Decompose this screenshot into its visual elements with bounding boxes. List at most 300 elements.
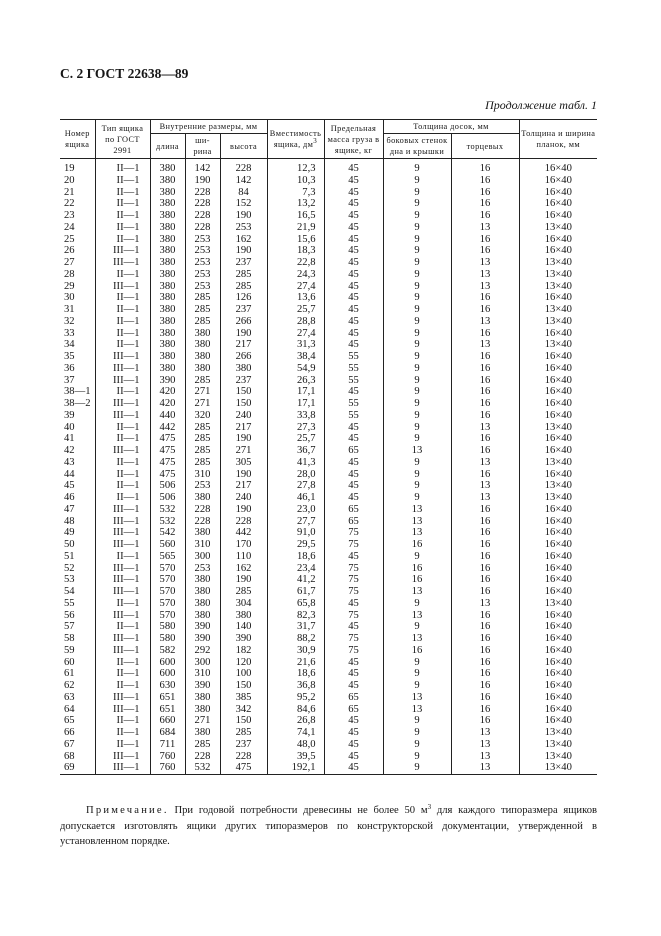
table-cell: 9: [383, 762, 451, 774]
table-cell: II—1: [95, 739, 150, 751]
table-cell: 28,8: [267, 316, 324, 328]
table-cell: 140: [220, 621, 267, 633]
table-cell: 253: [185, 563, 220, 575]
table-cell: 27,8: [267, 480, 324, 492]
table-cell: 16×40: [519, 375, 597, 387]
table-cell: 20: [60, 175, 95, 187]
table-cell: 16×40: [519, 198, 597, 210]
table-cell: 13: [451, 751, 519, 763]
table-cell: 285: [185, 375, 220, 387]
table-cell: II—1: [95, 175, 150, 187]
table-cell: 228: [185, 504, 220, 516]
table-cell: 271: [185, 398, 220, 410]
table-cell: 228: [185, 187, 220, 199]
table-cell: 26,3: [267, 375, 324, 387]
table-cell: 57: [60, 621, 95, 633]
table-cell: 13: [451, 739, 519, 751]
table-cell: 13: [451, 598, 519, 610]
table-cell: 45: [324, 386, 383, 398]
table-cell: 74,1: [267, 727, 324, 739]
table-cell: 651: [150, 692, 185, 704]
table-cell: III—1: [95, 692, 150, 704]
table-cell: 228: [185, 198, 220, 210]
table-cell: 380: [150, 269, 185, 281]
table-cell: 120: [220, 657, 267, 669]
table-cell: 26,8: [267, 715, 324, 727]
table-cell: 16: [451, 633, 519, 645]
table-cell: 380: [185, 598, 220, 610]
table-cell: 28: [60, 269, 95, 281]
table-cell: 320: [185, 410, 220, 422]
table-cell: 50: [60, 539, 95, 551]
table-cell: 13: [451, 257, 519, 269]
table-cell: 380: [150, 292, 185, 304]
table-row: [60, 457, 597, 469]
table-cell: II—1: [95, 187, 150, 199]
table-row: [60, 351, 597, 363]
header-board-thickness: Толщина досок, мм: [383, 120, 519, 134]
table-cell: 16×40: [519, 527, 597, 539]
table-cell: 475: [150, 469, 185, 481]
table-cell: II—1: [95, 234, 150, 246]
table-cell: III—1: [95, 645, 150, 657]
table-row: [60, 469, 597, 481]
table-cell: II—1: [95, 433, 150, 445]
table-cell: 61: [60, 668, 95, 680]
table-cell: 9: [383, 269, 451, 281]
table-cell: II—1: [95, 339, 150, 351]
table-cell: 190: [220, 210, 267, 222]
table-cell: II—1: [95, 727, 150, 739]
table-row: [60, 692, 597, 704]
table-cell: 13: [451, 492, 519, 504]
table-cell: 9: [383, 316, 451, 328]
table-cell: 110: [220, 551, 267, 563]
table-cell: 271: [185, 715, 220, 727]
table-cell: 65: [324, 504, 383, 516]
table-cell: 53: [60, 574, 95, 586]
table-cell: 62: [60, 680, 95, 692]
table-cell: 9: [383, 234, 451, 246]
table-row: [60, 598, 597, 610]
table-cell: 84: [220, 187, 267, 199]
table-row: [60, 234, 597, 246]
table-row: [60, 269, 597, 281]
table-cell: 532: [185, 762, 220, 774]
table-cell: 253: [185, 480, 220, 492]
table-cell: 182: [220, 645, 267, 657]
table-cell: 45: [324, 727, 383, 739]
table-cell: 45: [324, 680, 383, 692]
table-cell: 75: [324, 574, 383, 586]
table-cell: 45: [324, 257, 383, 269]
table-cell: 31,3: [267, 339, 324, 351]
table-cell: III—1: [95, 445, 150, 457]
table-cell: 228: [185, 222, 220, 234]
table-cell: 16: [451, 551, 519, 563]
table-cell: 475: [150, 433, 185, 445]
table-cell: 88,2: [267, 633, 324, 645]
table-cell: 16×40: [519, 210, 597, 222]
table-cell: 63: [60, 692, 95, 704]
table-cell: 711: [150, 739, 185, 751]
table-row: [60, 715, 597, 727]
table-cell: 9: [383, 457, 451, 469]
table-cell: 9: [383, 751, 451, 763]
header-end-boards: торцевых: [451, 134, 519, 159]
table-cell: 45: [324, 469, 383, 481]
table-cell: 45: [324, 739, 383, 751]
table-cell: 27,7: [267, 516, 324, 528]
table-cell: 13: [451, 222, 519, 234]
table-cell: 45: [324, 234, 383, 246]
table-cell: 684: [150, 727, 185, 739]
table-cell: 9: [383, 351, 451, 363]
table-cell: 532: [150, 504, 185, 516]
table-cell: 390: [220, 633, 267, 645]
table-row: [60, 339, 597, 351]
table-cell: 39: [60, 410, 95, 422]
table-cell: 16×40: [519, 504, 597, 516]
table-cell: 55: [324, 410, 383, 422]
table-cell: 16: [451, 433, 519, 445]
table-cell: 542: [150, 527, 185, 539]
table-cell: II—1: [95, 480, 150, 492]
table-row: [60, 222, 597, 234]
table-cell: III—1: [95, 516, 150, 528]
table-cell: 285: [185, 304, 220, 316]
table-cell: 380: [150, 304, 185, 316]
table-cell: III—1: [95, 410, 150, 422]
table-cell: 506: [150, 480, 185, 492]
table-cell: 16: [451, 175, 519, 187]
table-cell: 142: [185, 163, 220, 175]
table-cell: 380: [185, 574, 220, 586]
table-cell: 16: [451, 386, 519, 398]
table-cell: 570: [150, 586, 185, 598]
table-cell: 100: [220, 668, 267, 680]
table-cell: 13: [383, 527, 451, 539]
table-cell: 43: [60, 457, 95, 469]
table-cell: 13×40: [519, 422, 597, 434]
table-cell: 23,0: [267, 504, 324, 516]
table-cell: 18,6: [267, 551, 324, 563]
table-cell: II—1: [95, 715, 150, 727]
header-width: ши-рина: [185, 134, 220, 159]
table-row: [60, 563, 597, 575]
table-cell: 28,0: [267, 469, 324, 481]
table-cell: 380: [150, 328, 185, 340]
table-cell: 16×40: [519, 292, 597, 304]
table-cell: 442: [220, 527, 267, 539]
table-cell: 9: [383, 621, 451, 633]
table-cell: III—1: [95, 704, 150, 716]
header-length: длина: [150, 134, 185, 159]
table-cell: 13,6: [267, 292, 324, 304]
table-cell: 45: [324, 492, 383, 504]
table-cell: 190: [220, 328, 267, 340]
table-cell: 9: [383, 422, 451, 434]
table-cell: 9: [383, 198, 451, 210]
table-cell: 9: [383, 469, 451, 481]
table-cell: 25: [60, 234, 95, 246]
table-cell: III—1: [95, 257, 150, 269]
table-cell: 9: [383, 386, 451, 398]
table-cell: 16,5: [267, 210, 324, 222]
table-cell: 16: [451, 704, 519, 716]
table-cell: 68: [60, 751, 95, 763]
table-cell: 228: [185, 751, 220, 763]
table-cell: 52: [60, 563, 95, 575]
table-cell: 150: [220, 680, 267, 692]
table-cell: 18,6: [267, 668, 324, 680]
table-cell: 9: [383, 375, 451, 387]
table-cell: 271: [220, 445, 267, 457]
table-cell: 9: [383, 245, 451, 257]
table-cell: 16×40: [519, 234, 597, 246]
table-cell: 150: [220, 386, 267, 398]
table-cell: 228: [220, 163, 267, 175]
table-cell: II—1: [95, 621, 150, 633]
table-cell: 380: [185, 692, 220, 704]
table-cell: II—1: [95, 198, 150, 210]
table-cell: 13: [451, 422, 519, 434]
table-cell: II—1: [95, 163, 150, 175]
table-cell: 300: [185, 657, 220, 669]
table-cell: 45: [324, 480, 383, 492]
table-cell: 9: [383, 410, 451, 422]
table-cell: 75: [324, 633, 383, 645]
table-cell: 36,7: [267, 445, 324, 457]
table-cell: 310: [185, 539, 220, 551]
table-row: [60, 375, 597, 387]
table-cell: III—1: [95, 563, 150, 575]
table-row: [60, 610, 597, 622]
table-cell: 9: [383, 668, 451, 680]
table-row: [60, 739, 597, 751]
table-cell: 9: [383, 187, 451, 199]
table-cell: 65: [324, 516, 383, 528]
table-cell: II—1: [95, 680, 150, 692]
table-cell: 16×40: [519, 645, 597, 657]
table-cell: 9: [383, 739, 451, 751]
table-cell: 380: [185, 610, 220, 622]
table-cell: 651: [150, 704, 185, 716]
boxes-table: [60, 119, 597, 775]
table-cell: 380: [150, 363, 185, 375]
table-row: [60, 328, 597, 340]
table-cell: 13×40: [519, 492, 597, 504]
table-cell: 24: [60, 222, 95, 234]
table-cell: 69: [60, 762, 95, 774]
table-cell: 190: [220, 504, 267, 516]
table-cell: 380: [150, 210, 185, 222]
note: [60, 803, 597, 850]
table-row: [60, 539, 597, 551]
table-cell: 37: [60, 375, 95, 387]
table-cell: 75: [324, 645, 383, 657]
table-cell: 442: [150, 422, 185, 434]
table-cell: 65: [324, 445, 383, 457]
table-cell: 190: [220, 469, 267, 481]
table-row: [60, 527, 597, 539]
table-cell: 190: [220, 574, 267, 586]
table-cell: 253: [185, 281, 220, 293]
table-cell: 16: [451, 351, 519, 363]
table-cell: 9: [383, 680, 451, 692]
table-row: [60, 668, 597, 680]
table-cell: 40: [60, 422, 95, 434]
table-cell: 45: [324, 292, 383, 304]
table-cell: 75: [324, 563, 383, 575]
table-cell: 13×40: [519, 598, 597, 610]
table-cell: 59: [60, 645, 95, 657]
table-cell: 33: [60, 328, 95, 340]
table-cell: 13×40: [519, 269, 597, 281]
table-cell: 16: [451, 363, 519, 375]
table-cell: 304: [220, 598, 267, 610]
table-cell: 16: [451, 210, 519, 222]
table-cell: 217: [220, 422, 267, 434]
table-cell: 420: [150, 398, 185, 410]
table-cell: 305: [220, 457, 267, 469]
table-cell: 13: [451, 480, 519, 492]
table-cell: 228: [185, 210, 220, 222]
table-row: [60, 257, 597, 269]
table-cell: 10,3: [267, 175, 324, 187]
table-cell: 16×40: [519, 445, 597, 457]
table-cell: 75: [324, 527, 383, 539]
table-cell: 45: [324, 762, 383, 774]
table-cell: 45: [324, 551, 383, 563]
table-cell: 56: [60, 610, 95, 622]
table-cell: II—1: [95, 292, 150, 304]
table-cell: 16: [451, 563, 519, 575]
table-cell: 16: [451, 539, 519, 551]
table-cell: 16: [451, 680, 519, 692]
table-cell: 9: [383, 727, 451, 739]
table-cell: 13×40: [519, 457, 597, 469]
table-cell: 16×40: [519, 328, 597, 340]
table-cell: 16×40: [519, 163, 597, 175]
table-cell: 13: [383, 610, 451, 622]
table-cell: 380: [150, 316, 185, 328]
table-body: [60, 159, 597, 775]
table-cell: 380: [185, 527, 220, 539]
table-cell: 152: [220, 198, 267, 210]
table-cell: 16×40: [519, 363, 597, 375]
table-cell: 16: [451, 245, 519, 257]
table-cell: 45: [324, 457, 383, 469]
table-cell: II—1: [95, 316, 150, 328]
header-side-boards: боковых стенок дна и крышки: [383, 134, 451, 159]
table-row: [60, 586, 597, 598]
table-cell: 16: [451, 527, 519, 539]
table-cell: 16: [451, 328, 519, 340]
table-cell: 228: [220, 516, 267, 528]
table-cell: 440: [150, 410, 185, 422]
table-cell: 16×40: [519, 516, 597, 528]
table-cell: 253: [220, 222, 267, 234]
table-cell: 253: [185, 245, 220, 257]
table-cell: 54,9: [267, 363, 324, 375]
table-cell: 9: [383, 175, 451, 187]
table-cell: 292: [185, 645, 220, 657]
table-cell: 380: [150, 234, 185, 246]
header-capacity: Вместимость ящика, $дм^3$: [267, 120, 324, 159]
table-row: [60, 633, 597, 645]
table-cell: 13×40: [519, 727, 597, 739]
table-cell: 9: [383, 551, 451, 563]
table-cell: 22,8: [267, 257, 324, 269]
table-cell: 16: [451, 198, 519, 210]
table-cell: 75: [324, 586, 383, 598]
note-exponent: 3: [427, 803, 432, 811]
table-cell: II—1: [95, 469, 150, 481]
table-cell: 18,3: [267, 245, 324, 257]
table-row: [60, 210, 597, 222]
table-cell: 16: [451, 645, 519, 657]
table-cell: 380: [150, 281, 185, 293]
table-row: [60, 751, 597, 763]
table-cell: 240: [220, 410, 267, 422]
table-cell: 285: [220, 269, 267, 281]
table-cell: 38,4: [267, 351, 324, 363]
table-cell: 9: [383, 304, 451, 316]
table-cell: 285: [185, 739, 220, 751]
table-cell: 29: [60, 281, 95, 293]
table-cell: 25,7: [267, 433, 324, 445]
table-cell: 19: [60, 163, 95, 175]
table-row: [60, 363, 597, 375]
table-cell: 16×40: [519, 410, 597, 422]
table-cell: 64: [60, 704, 95, 716]
table-cell: 142: [220, 175, 267, 187]
table-cell: 380: [185, 586, 220, 598]
table-cell: 61,7: [267, 586, 324, 598]
table-cell: 45: [324, 715, 383, 727]
table-cell: 75: [324, 610, 383, 622]
table-row: [60, 433, 597, 445]
table-cell: 65: [324, 692, 383, 704]
header-max-mass: Предельная масса груза в ящике, кг: [324, 120, 383, 159]
table-cell: 13: [383, 516, 451, 528]
table-cell: 237: [220, 304, 267, 316]
table-cell: 475: [150, 445, 185, 457]
table-cell: 15,6: [267, 234, 324, 246]
table-cell: 23: [60, 210, 95, 222]
table-cell: 16: [451, 516, 519, 528]
table-cell: 570: [150, 598, 185, 610]
table-cell: III—1: [95, 504, 150, 516]
table-cell: II—1: [95, 457, 150, 469]
table-cell: 45: [324, 187, 383, 199]
table-cell: 36,8: [267, 680, 324, 692]
table-cell: 13: [383, 586, 451, 598]
table-cell: 9: [383, 433, 451, 445]
table-cell: 34: [60, 339, 95, 351]
table-cell: 9: [383, 257, 451, 269]
table-cell: 36: [60, 363, 95, 375]
table-row: [60, 422, 597, 434]
table-cell: III—1: [95, 527, 150, 539]
table-cell: 9: [383, 210, 451, 222]
table-cell: 342: [220, 704, 267, 716]
table-cell: 16: [451, 234, 519, 246]
table-cell: 54: [60, 586, 95, 598]
table-cell: III—1: [95, 610, 150, 622]
table-cell: 16: [451, 621, 519, 633]
